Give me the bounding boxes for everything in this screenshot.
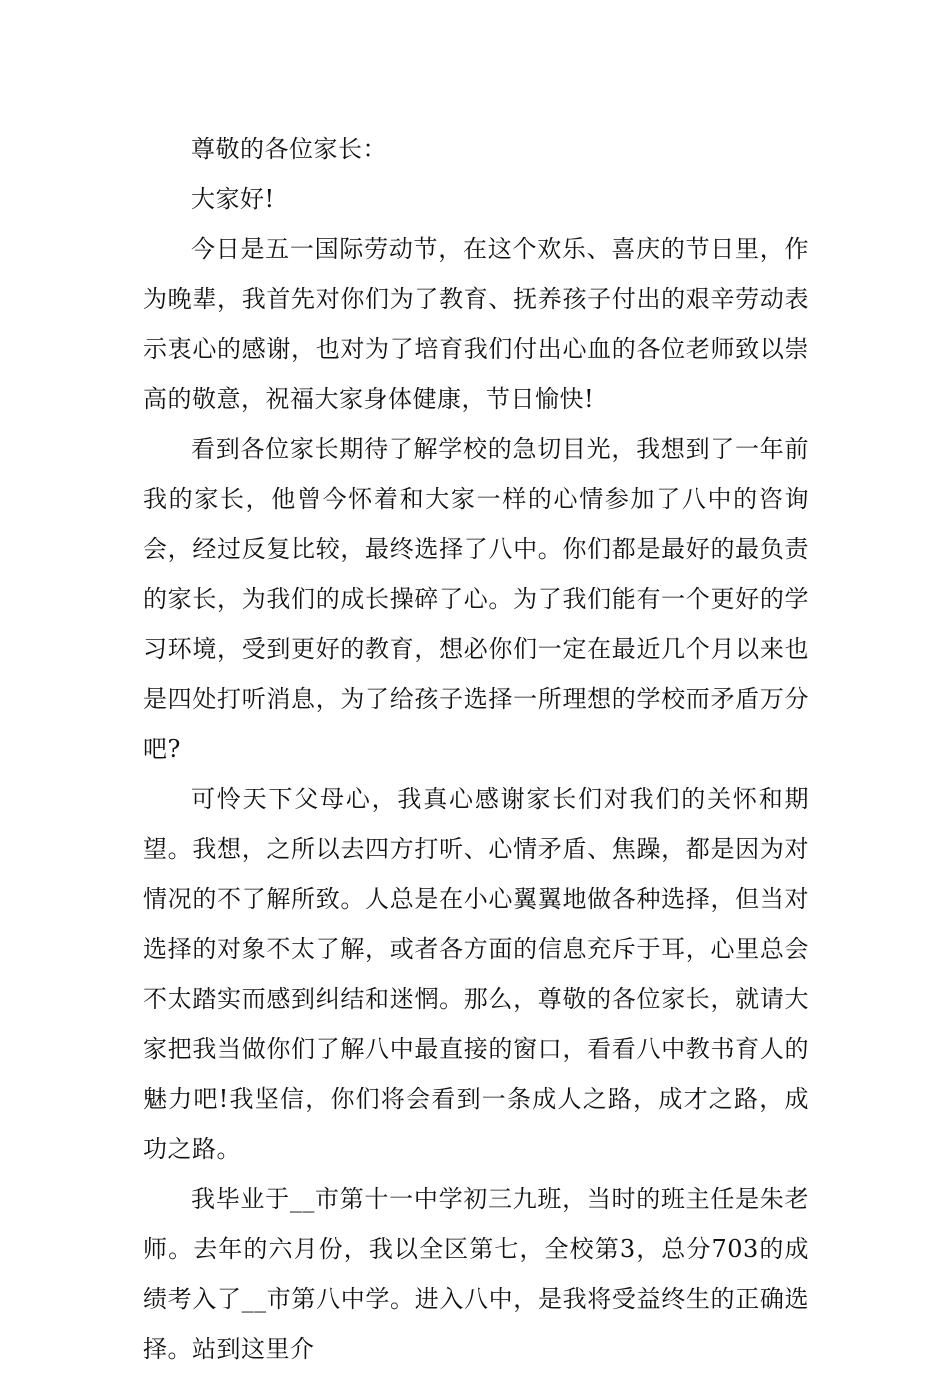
salutation: 尊敬的各位家长：	[191, 135, 387, 163]
paragraph-2: 看到各位家长期待了解学校的急切目光，我想到了一年前我的家长，他曾今怀着和大家一样的心情参加了八中的咨询会，经过反复比较，最终选择了八中。你们都是最好的最负责的家长，为我们的成长操碎了心。为了我们能有一个更好的学习环境，受到更好的教育，想必你们一定在最近几个月以来也是四处打听消息，为了给孩子选择一所理想的学校而矛盾万分吧?	[143, 435, 809, 763]
paragraph-4: 我毕业于__市第十一中学初三九班，当时的班主任是朱老师。去年的六月份，我以全区第七，全校第3，总分703的成绩考入了__市第八中学。进入八中，是我将受益终生的正确选择。站到这里介	[143, 1185, 809, 1363]
document-page	[143, 124, 809, 1374]
paragraph-1: 今日是五一国际劳动节，在这个欢乐、喜庆的节日里，作为晚辈，我首先对你们为了教育、抚养孩子付出的艰辛劳动表示衷心的感谢，也对为了培育我们付出心血的各位老师致以崇高的敬意，祝福大家身体健康，节日愉快!	[143, 235, 809, 413]
greeting: 大家好!	[191, 185, 275, 213]
paragraph-3: 可怜天下父母心，我真心感谢家长们对我们的关怀和期望。我想，之所以去四方打听、心情矛盾、焦躁，都是因为对情况的不了解所致。人总是在小心翼翼地做各种选择，但当对选择的对象不太了解，或者各方面的信息充斥于耳，心里总会不太踏实而感到纠结和迷惘。那么，尊敬的各位家长，就请大家把我当做你们了解八中最直接的窗口，看看八中教书育人的魅力吧!我坚信，你们将会看到一条成人之路，成才之路，成功之路。	[143, 785, 809, 1163]
